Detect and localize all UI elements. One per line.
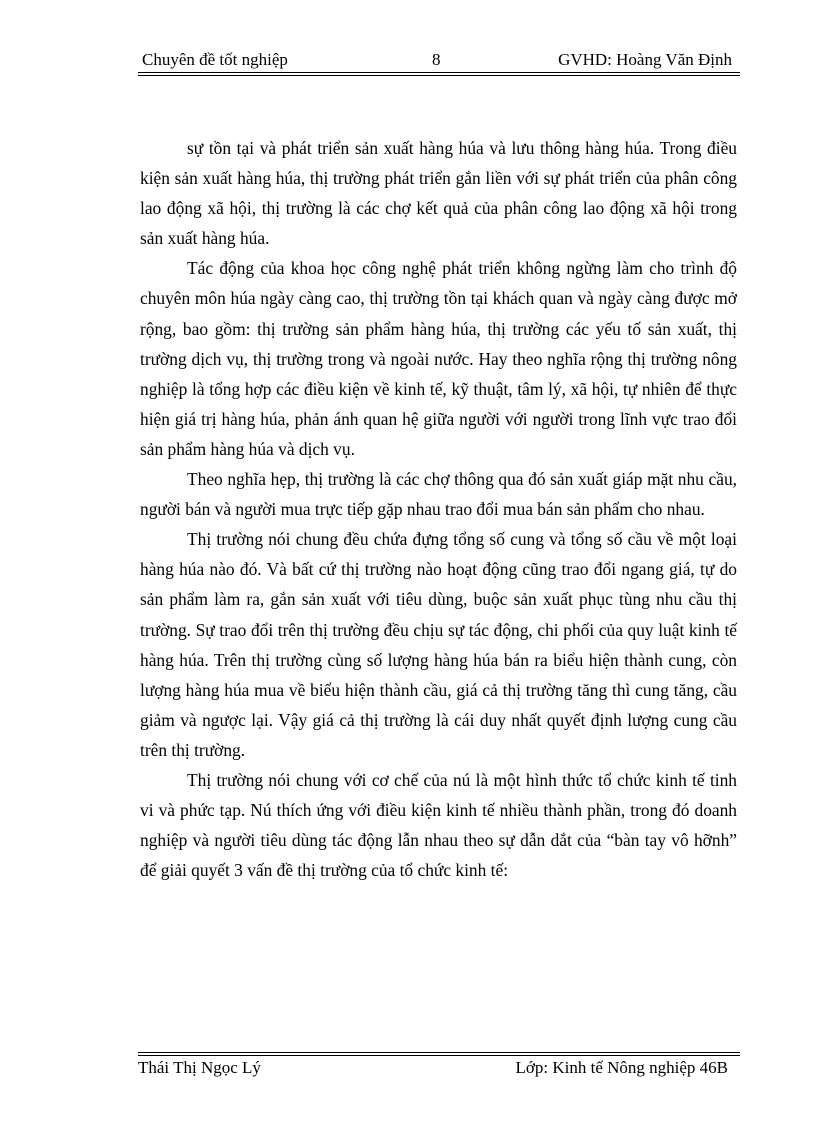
footer-class: Lớp: Kinh tế Nông nghiệp 46B (515, 1058, 728, 1077)
page-header (138, 48, 740, 72)
header-document-type: Chuyên đề tốt nghiệp (142, 50, 288, 69)
paragraph-4: Thị trường nói chung đều chứa đựng tổng số cung và tổng số cầu về một loại hàng húa nào đó. Và bất cứ thị trường nào hoạt động cũng trao đổi ngang giá, tự do sản phẩm làm ra, gắn sản xuất với tiêu dùng, buộc sản xuất phục tùng nhu cầu thị trường. Sự trao đổi trên thị trường đều chịu sự tác động, chi phối của quy luật kinh tế hàng húa. Trên thị trường cùng số lượng hàng húa bán ra biểu hiện thành cung, còn lượng hàng húa mua về biểu hiện thành cầu, giá cả thị trường tăng thì cung tăng, cầu giảm và ngược lại. Vậy giá cả thị trường là cái duy nhất quyết định lượng cung cầu trên thị trường. (140, 529, 737, 760)
page-footer (138, 1058, 740, 1082)
header-rule-top (138, 72, 740, 73)
paragraph-3: Theo nghĩa hẹp, thị trường là các chợ thông qua đó sản xuất giáp mặt nhu cầu, người bán và người mua trực tiếp gặp nhau trao đổi mua bán sản phẩm cho nhau. (140, 469, 737, 520)
page-number: 8 (432, 50, 441, 69)
paragraph-5: Thị trường nói chung với cơ chế của nú là một hình thức tổ chức kinh tế tinh vi và phức tạp. Nú thích ứng với điều kiện kinh tế nhiều thành phần, trong đó doanh nghiệp và người tiêu dùng tác động lẫn nhau theo sự dẫn dắt của “bàn tay vô hỡnh” để giải quyết 3 vấn đề thị trường của tổ chức kinh tế: (140, 769, 737, 881)
footer-author: Thái Thị Ngọc Lý (138, 1058, 261, 1077)
paragraph-1: sự tồn tại và phát triển sản xuất hàng húa và lưu thông hàng húa. Trong điều kiện sản xuất hàng húa, thị trường phát triển gắn liền với sự phát triển của phân công lao động xã hội, thị trường là các chợ kết quả của phân công lao động xã hội trong sản xuất hàng húa. (140, 138, 737, 249)
paragraph-2: Tác động của khoa học công nghệ phát triển không ngừng làm cho trình độ chuyên môn húa ngày càng cao, thị trường tồn tại khách quan và ngày càng được mở rộng, bao gồm: thị trường sản phẩm hàng húa, thị trường các yếu tố sản xuất, thị trường dịch vụ, thị trường trong và ngoài nước. Hay theo nghĩa rộng thị trường nông nghiệp là tổng hợp các điều kiện về kinh tế, kỹ thuật, tâm lý, xã hội, tự nhiên để thực hiện giá trị hàng húa, phản ánh quan hệ giữa người với người trong lĩnh vực trao đổi sản phẩm hàng húa và dịch vụ. (140, 258, 737, 459)
footer-rule-bottom (138, 1055, 740, 1056)
body-text (140, 133, 737, 885)
header-supervisor: GVHD: Hoàng Văn Định (558, 50, 732, 69)
footer-rule-top (138, 1052, 740, 1053)
header-rule-bottom (138, 75, 740, 76)
